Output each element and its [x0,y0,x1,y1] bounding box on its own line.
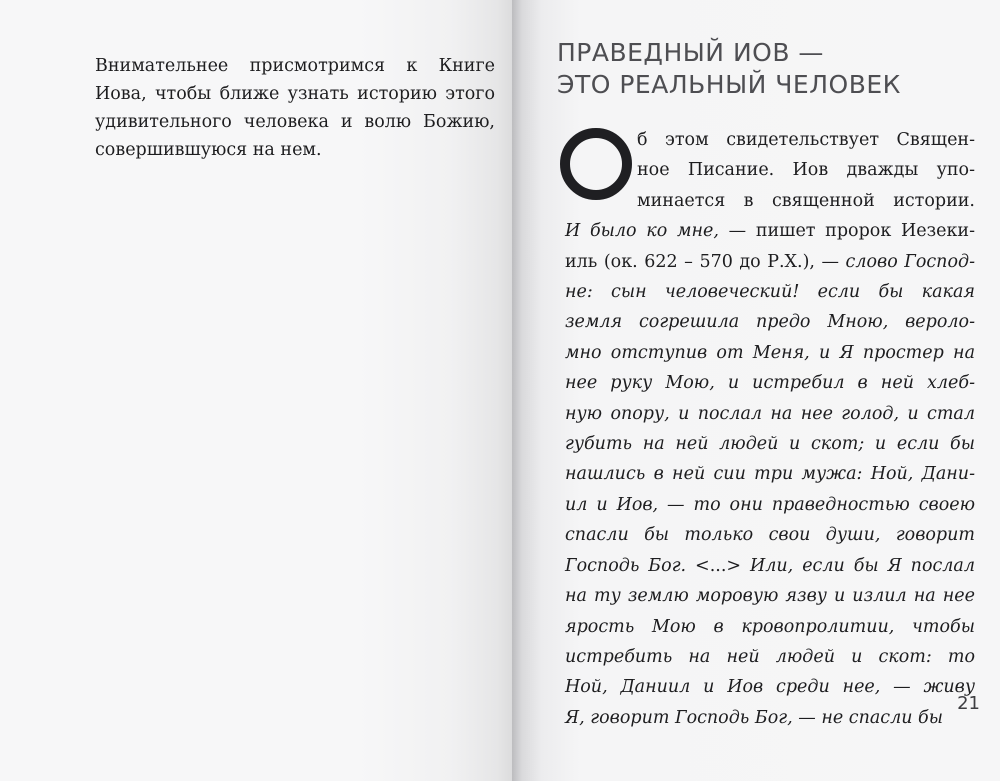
right-paragraph [565,125,975,733]
italic-quote-segment: не: сын человеческий! если бы какая [565,282,975,303]
body-line [565,338,975,368]
body-line [565,703,975,733]
italic-quote-segment: земля согрешила предо Мною, вероло- [565,312,975,333]
page-number: 21 [957,693,980,714]
italic-quote-segment: И было ко мне, [565,221,719,242]
body-line [565,551,975,581]
left-line-1: Внимательнее присмотримся к Книге [95,56,495,76]
body-line [565,642,975,672]
roman-segment: иль (ок. 622 – 570 до Р.Х.), — [565,251,846,272]
body-line [565,277,975,307]
italic-quote-segment: Я, говорит Господь Бог, — не спасли бы [565,707,943,728]
body-line: минается в священной истории. [637,190,975,211]
body-line [565,490,975,520]
roman-segment: <...> [695,555,742,576]
italic-quote-segment: Ной, Даниил и Иов среди нее, — живу [565,677,975,698]
body-line [565,307,975,337]
roman-segment: — пишет пророк Иезеки- [718,221,975,242]
heading-line-2: ЭТО РЕАЛЬНЫЙ ЧЕЛОВЕК [557,70,901,99]
body-line: ное Писание. Иов дважды упо- [637,160,975,181]
italic-quote-segment: спасли бы только свои души, говорит [565,525,975,546]
italic-quote-segment: нее руку Мою, и истребил в ней хлеб- [565,373,975,394]
italic-quote-segment: Господь Бог. [565,555,696,576]
italic-quote-segment: Или, если бы Я послал [741,555,975,576]
body-line [565,581,975,611]
left-paragraph [95,52,495,164]
italic-quote-segment: ил и Иов, — то они праведностью своею [565,494,975,515]
italic-quote-segment: слово Господ- [845,251,975,272]
italic-quote-segment: истребить на ней людей и скот: то [565,646,975,667]
italic-quote-segment: ярость Мою в кровопролитии, чтобы [565,616,975,637]
body-line [565,612,975,642]
italic-quote-segment: нашлись в ней сии три мужа: Ной, Дани- [565,464,975,485]
body-line [565,672,975,702]
italic-quote-segment: губить на ней людей и скот; и если бы [565,434,975,455]
heading-line-1: ПРАВЕДНЫЙ ИОВ — [557,38,824,67]
body-line [565,520,975,550]
italic-quote-segment: на ту землю моровую язву и излил на нее [565,586,975,607]
body-line [565,247,975,277]
left-line-2: Иова, чтобы ближе узнать историю этого [95,84,495,104]
body-line [565,399,975,429]
body-line: б этом свидетельствует Священ- [637,130,975,150]
left-line-4: совершившуюся на нем. [95,140,322,160]
left-line-3: удивительного человека и волю Божию, [95,112,495,132]
italic-quote-segment: ную опору, и послал на нее голод, и стал [565,403,975,424]
body-line [565,368,975,398]
italic-quote-segment: мно отступив от Меня, и Я простер на [565,342,975,363]
body-line [565,459,975,489]
body-line [565,429,975,459]
body-line [565,216,975,246]
chapter-heading [557,37,901,101]
